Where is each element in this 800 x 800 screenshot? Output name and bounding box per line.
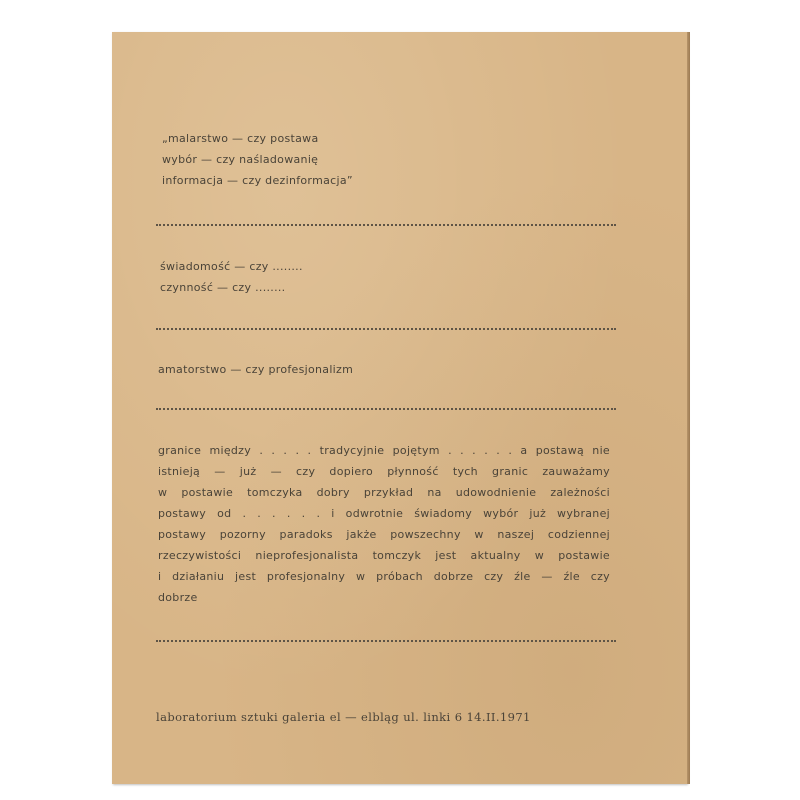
text-line: postawy od . . . . . . i odwrotnie świadomy wybór już wybranej — [158, 507, 610, 520]
dotted-separator — [156, 224, 616, 226]
footer-imprint: laboratorium sztuki galeria el — elbląg ul. linki 6 14.II.1971 — [156, 710, 531, 724]
text-line: rzeczywistości nieprofesjonalista tomczyk jest aktualny w postawie — [158, 549, 610, 562]
block-painting-question — [162, 128, 353, 191]
dotted-separator — [156, 640, 616, 642]
text-line: świadomość — czy ........ — [160, 260, 303, 273]
text-line: dobrze — [158, 591, 198, 604]
block-awareness-question — [160, 256, 303, 298]
text-line: informacja — czy dezinformacja” — [162, 174, 353, 187]
text-line: wybór — czy naśladowanię — [162, 153, 319, 166]
text-line: postawy pozorny paradoks jakże powszechny w naszej codziennej — [158, 528, 610, 541]
text-line: czynność — czy ........ — [160, 281, 286, 294]
text-line: granice między . . . . . tradycyjnie pojętym . . . . . . a postawą nie — [158, 444, 610, 457]
block-amateurism-question — [158, 359, 353, 380]
text-line: „malarstwo — czy postawa — [162, 132, 319, 145]
block-main-paragraph — [158, 440, 610, 608]
dotted-separator — [156, 328, 616, 330]
text-line: i działaniu jest profesjonalny w próbach dobrze czy źle — źle czy — [158, 570, 610, 583]
text-line: istnieją — już — czy dopiero płynność tych granic zauważamy — [158, 465, 610, 478]
dotted-separator — [156, 408, 616, 410]
text-line: w postawie tomczyka dobry przykład na udowodnienie zależności — [158, 486, 610, 499]
text-line: amatorstwo — czy profesjonalizm — [158, 363, 354, 376]
